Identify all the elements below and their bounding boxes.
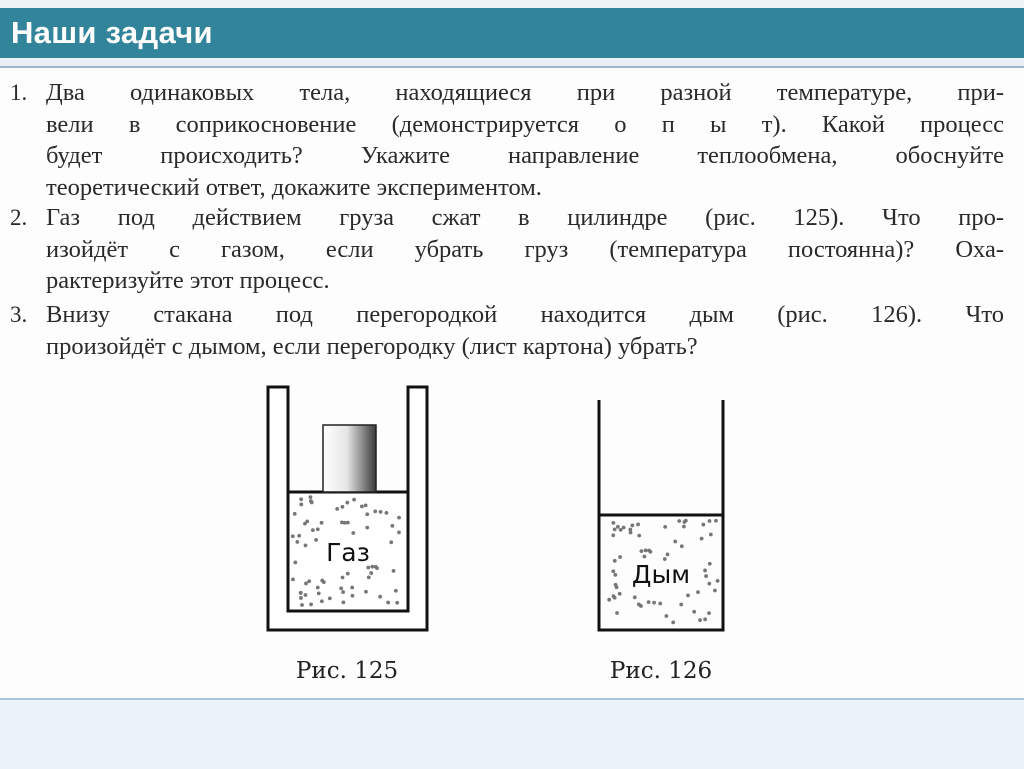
particle-dot — [339, 586, 343, 590]
gas-label: Газ — [326, 538, 370, 567]
particle-dot — [713, 589, 717, 593]
particle-dot — [345, 501, 349, 505]
particle-dot — [673, 540, 677, 544]
task-text-line: Внизу стакана под перегородкой находится дым (рис. 126). Что — [46, 301, 1004, 328]
particle-dot — [394, 589, 398, 593]
figure-126-caption: Рис. 126 — [609, 658, 713, 684]
particle-dot — [611, 521, 615, 525]
particle-dot — [299, 503, 303, 507]
particle-dot — [703, 617, 707, 621]
smoke-label: Дым — [631, 560, 691, 589]
particle-dot — [607, 598, 611, 602]
particle-dot — [707, 582, 711, 586]
particle-dot — [686, 594, 690, 598]
particle-dot — [320, 599, 324, 603]
particle-dot — [352, 498, 356, 502]
particle-dot — [299, 497, 303, 501]
particle-dot — [680, 544, 684, 548]
task-number: 2. — [10, 205, 28, 230]
particle-dot — [613, 559, 617, 563]
particle-dot — [652, 601, 656, 605]
figure-125-cylinder — [268, 387, 427, 684]
particle-dot — [299, 596, 303, 600]
particle-dot — [612, 594, 616, 598]
task-text-line: теоретический ответ, докажите экспериментом. — [46, 173, 542, 201]
particle-dot — [683, 520, 687, 524]
particle-dot — [373, 509, 377, 513]
particle-dot — [392, 569, 396, 573]
particle-dot — [309, 499, 313, 503]
particle-dot — [335, 507, 339, 511]
particle-dot — [395, 601, 399, 605]
particle-dot — [644, 548, 648, 552]
particle-dot — [397, 531, 401, 535]
particle-dot — [647, 600, 651, 604]
particle-dot — [309, 603, 313, 607]
particle-dot — [293, 512, 297, 516]
particle-dot — [291, 534, 295, 538]
particle-dot — [696, 590, 700, 594]
particle-dot — [622, 526, 626, 530]
particle-dot — [365, 512, 369, 516]
particle-dot — [618, 555, 622, 559]
figure-125-caption: Рис. 125 — [295, 658, 399, 684]
particle-dot — [708, 519, 712, 523]
task-text-line: Газ под действием груза сжат в цилиндре (рис. 125). Что про- — [46, 204, 1004, 231]
particle-dot — [367, 575, 371, 579]
particle-dot — [701, 523, 705, 527]
task-number: 1. — [10, 80, 28, 105]
task-text-line: произойдёт с дымом, если перегородку (лист картона) убрать? — [46, 332, 698, 360]
particle-dot — [293, 561, 297, 565]
particle-dot — [328, 597, 332, 601]
particle-dot — [703, 569, 707, 573]
particle-dot — [663, 525, 667, 529]
particle-dot — [615, 585, 619, 589]
particle-dot — [341, 590, 345, 594]
particle-dot — [364, 503, 368, 507]
particle-dot — [364, 590, 368, 594]
particle-dot — [618, 592, 622, 596]
weight — [323, 425, 376, 492]
particle-dot — [666, 553, 670, 557]
particle-dot — [698, 618, 702, 622]
particle-dot — [374, 565, 378, 569]
particle-dot — [350, 586, 354, 590]
particle-dot — [633, 595, 637, 599]
particle-dot — [639, 549, 643, 553]
particle-dot — [629, 531, 633, 535]
particle-dot — [643, 555, 647, 559]
particle-dot — [304, 593, 308, 597]
particle-dot — [300, 603, 304, 607]
task-text-line: вели в соприкосновение (демонстрируется о п ы т). Какой процесс — [46, 110, 1004, 138]
particle-dot — [311, 528, 315, 532]
particle-dot — [316, 527, 320, 531]
particle-dot — [619, 528, 623, 532]
task-text-line: изойдёт с газом, если убрать груз (температура постоянна)? Оха- — [46, 235, 1004, 263]
particle-dot — [611, 533, 615, 537]
particle-dot — [647, 549, 651, 553]
particle-dot — [664, 614, 668, 618]
particle-dot — [611, 569, 615, 573]
particle-dot — [658, 602, 662, 606]
particle-dot — [679, 603, 683, 607]
particle-dot — [385, 511, 389, 515]
particle-dot — [309, 495, 313, 499]
particle-dot — [397, 516, 401, 520]
particle-dot — [341, 601, 345, 605]
particle-dot — [341, 576, 345, 580]
particle-dot — [369, 571, 373, 575]
particle-dot — [379, 510, 383, 514]
particle-dot — [613, 573, 617, 577]
particle-dot — [700, 537, 704, 541]
particle-dot — [316, 586, 320, 590]
particle-dot — [317, 591, 321, 595]
particle-dot — [386, 601, 390, 605]
particle-dot — [320, 521, 324, 525]
slide-title: Наши задачи — [11, 15, 213, 50]
particle-dot — [708, 562, 712, 566]
particle-dot — [704, 574, 708, 578]
particle-dot — [636, 522, 640, 526]
particle-dot — [346, 572, 350, 576]
particle-dot — [304, 582, 308, 586]
particle-dot — [716, 579, 720, 583]
particle-dot — [390, 524, 394, 528]
slide-footer — [0, 698, 1024, 769]
particle-dot — [714, 519, 718, 523]
particle-dot — [305, 520, 309, 524]
particle-dot — [297, 534, 301, 538]
particle-dot — [639, 604, 643, 608]
particle-dot — [378, 595, 382, 599]
particle-dot — [304, 544, 308, 548]
particle-dot — [613, 527, 617, 531]
particle-dot — [360, 505, 364, 509]
particle-dot — [630, 524, 634, 528]
particle-dot — [616, 525, 620, 529]
particle-dot — [682, 525, 686, 529]
particle-dot — [351, 594, 355, 598]
particle-dot — [709, 533, 713, 537]
task-text-line: Два одинаковых тела, находящиеся при разной температуре, при- — [46, 79, 1004, 106]
particle-dot — [707, 611, 711, 615]
particle-dot — [692, 610, 696, 614]
task-text-line: рактеризуйте этот процесс. — [46, 267, 330, 294]
particle-dot — [295, 540, 299, 544]
particle-dot — [389, 540, 393, 544]
particle-dot — [307, 579, 311, 583]
particle-dot — [365, 526, 369, 530]
task-number: 3. — [10, 302, 28, 327]
particle-dot — [671, 620, 675, 624]
particle-dot — [291, 578, 295, 582]
particle-dot — [677, 519, 681, 523]
particle-dot — [343, 521, 347, 525]
task-text-line: будет происходить? Укажите направление теплообмена, обоснуйте — [46, 142, 1004, 169]
particle-dot — [637, 534, 641, 538]
particle-dot — [314, 538, 318, 542]
particle-dot — [341, 505, 345, 509]
particle-dot — [615, 611, 619, 615]
particle-dot — [320, 579, 324, 583]
figure-126-glass — [599, 400, 723, 684]
particle-dot — [299, 591, 303, 595]
